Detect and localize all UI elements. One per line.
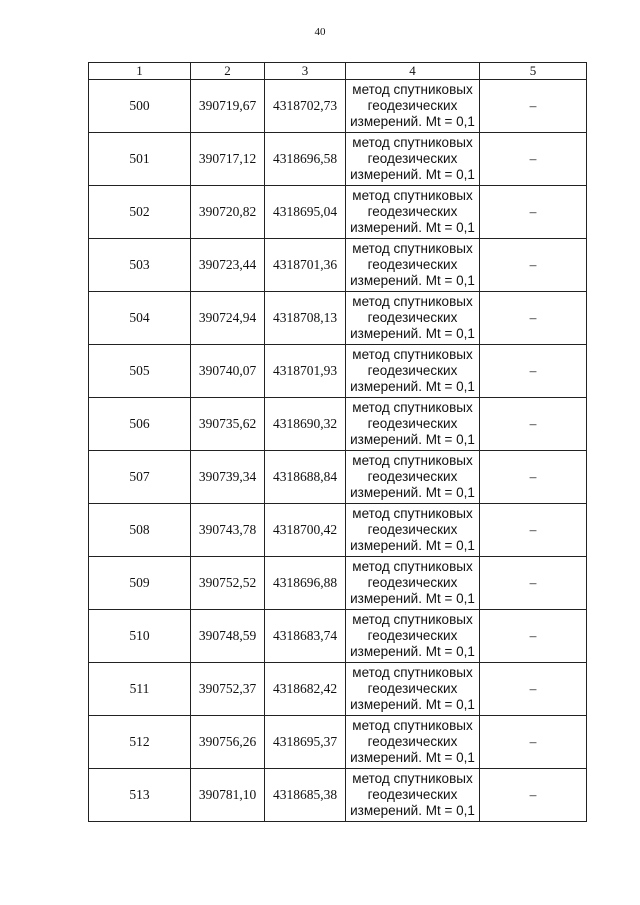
method-line: геодезических bbox=[367, 98, 458, 113]
y-coordinate-cell: 4318701,93 bbox=[265, 345, 346, 398]
column-header-2: 2 bbox=[191, 63, 265, 80]
x-coordinate-cell: 390752,37 bbox=[191, 663, 265, 716]
method-cell bbox=[346, 504, 480, 557]
column-header-4: 4 bbox=[346, 63, 480, 80]
method-line: геодезических bbox=[367, 628, 458, 643]
method-cell bbox=[346, 398, 480, 451]
table-header-row bbox=[89, 63, 587, 80]
method-line: геодезических bbox=[367, 469, 458, 484]
table-row bbox=[89, 451, 587, 504]
method-line: измерений. Mt = 0,1 bbox=[350, 220, 475, 235]
method-line: метод спутниковых bbox=[352, 82, 473, 97]
y-coordinate-cell: 4318708,13 bbox=[265, 292, 346, 345]
point-number-cell: 512 bbox=[89, 716, 191, 769]
x-coordinate-cell: 390724,94 bbox=[191, 292, 265, 345]
x-coordinate-cell: 390735,62 bbox=[191, 398, 265, 451]
table-row bbox=[89, 398, 587, 451]
y-coordinate-cell: 4318702,73 bbox=[265, 80, 346, 133]
note-cell: – bbox=[480, 80, 587, 133]
x-coordinate-cell: 390723,44 bbox=[191, 239, 265, 292]
method-cell bbox=[346, 769, 480, 822]
note-cell: – bbox=[480, 663, 587, 716]
x-coordinate-cell: 390739,34 bbox=[191, 451, 265, 504]
method-line: геодезических bbox=[367, 363, 458, 378]
x-coordinate-cell: 390752,52 bbox=[191, 557, 265, 610]
method-cell bbox=[346, 663, 480, 716]
method-line: геодезических bbox=[367, 204, 458, 219]
note-cell: – bbox=[480, 557, 587, 610]
x-coordinate-cell: 390781,10 bbox=[191, 769, 265, 822]
method-line: метод спутниковых bbox=[352, 771, 473, 786]
method-line: измерений. Mt = 0,1 bbox=[350, 538, 475, 553]
y-coordinate-cell: 4318685,38 bbox=[265, 769, 346, 822]
method-cell bbox=[346, 186, 480, 239]
y-coordinate-cell: 4318690,32 bbox=[265, 398, 346, 451]
method-line: измерений. Mt = 0,1 bbox=[350, 273, 475, 288]
method-line: метод спутниковых bbox=[352, 718, 473, 733]
table-row bbox=[89, 504, 587, 557]
method-line: метод спутниковых bbox=[352, 453, 473, 468]
table-row bbox=[89, 186, 587, 239]
page-number: 40 bbox=[314, 26, 326, 38]
method-line: измерений. Mt = 0,1 bbox=[350, 485, 475, 500]
table-row bbox=[89, 80, 587, 133]
note-cell: – bbox=[480, 239, 587, 292]
y-coordinate-cell: 4318682,42 bbox=[265, 663, 346, 716]
method-line: измерений. Mt = 0,1 bbox=[350, 379, 475, 394]
table-row bbox=[89, 345, 587, 398]
method-line: метод спутниковых bbox=[352, 135, 473, 150]
column-header-5: 5 bbox=[480, 63, 587, 80]
method-line: измерений. Mt = 0,1 bbox=[350, 803, 475, 818]
table-row bbox=[89, 133, 587, 186]
method-line: геодезических bbox=[367, 522, 458, 537]
method-line: геодезических bbox=[367, 681, 458, 696]
note-cell: – bbox=[480, 345, 587, 398]
x-coordinate-cell: 390717,12 bbox=[191, 133, 265, 186]
point-number-cell: 510 bbox=[89, 610, 191, 663]
coordinates-table bbox=[88, 62, 587, 822]
note-cell: – bbox=[480, 398, 587, 451]
column-header-1: 1 bbox=[89, 63, 191, 80]
method-line: метод спутниковых bbox=[352, 294, 473, 309]
method-line: геодезических bbox=[367, 257, 458, 272]
method-cell bbox=[346, 557, 480, 610]
x-coordinate-cell: 390740,07 bbox=[191, 345, 265, 398]
method-line: метод спутниковых bbox=[352, 188, 473, 203]
method-line: геодезических bbox=[367, 310, 458, 325]
point-number-cell: 506 bbox=[89, 398, 191, 451]
point-number-cell: 507 bbox=[89, 451, 191, 504]
note-cell: – bbox=[480, 451, 587, 504]
y-coordinate-cell: 4318696,88 bbox=[265, 557, 346, 610]
method-line: метод спутниковых bbox=[352, 241, 473, 256]
method-line: измерений. Mt = 0,1 bbox=[350, 114, 475, 129]
y-coordinate-cell: 4318683,74 bbox=[265, 610, 346, 663]
point-number-cell: 511 bbox=[89, 663, 191, 716]
note-cell: – bbox=[480, 504, 587, 557]
table-row bbox=[89, 610, 587, 663]
y-coordinate-cell: 4318695,04 bbox=[265, 186, 346, 239]
method-cell bbox=[346, 292, 480, 345]
method-line: измерений. Mt = 0,1 bbox=[350, 697, 475, 712]
method-line: метод спутниковых bbox=[352, 612, 473, 627]
table-row bbox=[89, 716, 587, 769]
method-cell bbox=[346, 345, 480, 398]
point-number-cell: 501 bbox=[89, 133, 191, 186]
point-number-cell: 500 bbox=[89, 80, 191, 133]
table-row bbox=[89, 557, 587, 610]
y-coordinate-cell: 4318696,58 bbox=[265, 133, 346, 186]
method-line: измерений. Mt = 0,1 bbox=[350, 167, 475, 182]
note-cell: – bbox=[480, 610, 587, 663]
method-cell bbox=[346, 80, 480, 133]
method-cell bbox=[346, 133, 480, 186]
table-row bbox=[89, 663, 587, 716]
y-coordinate-cell: 4318695,37 bbox=[265, 716, 346, 769]
x-coordinate-cell: 390719,67 bbox=[191, 80, 265, 133]
x-coordinate-cell: 390756,26 bbox=[191, 716, 265, 769]
y-coordinate-cell: 4318688,84 bbox=[265, 451, 346, 504]
table-row bbox=[89, 239, 587, 292]
method-line: метод спутниковых bbox=[352, 347, 473, 362]
point-number-cell: 504 bbox=[89, 292, 191, 345]
method-line: геодезических bbox=[367, 787, 458, 802]
x-coordinate-cell: 390720,82 bbox=[191, 186, 265, 239]
column-header-3: 3 bbox=[265, 63, 346, 80]
method-line: метод спутниковых bbox=[352, 559, 473, 574]
table-row bbox=[89, 769, 587, 822]
method-line: измерений. Mt = 0,1 bbox=[350, 591, 475, 606]
x-coordinate-cell: 390748,59 bbox=[191, 610, 265, 663]
method-cell bbox=[346, 239, 480, 292]
point-number-cell: 509 bbox=[89, 557, 191, 610]
y-coordinate-cell: 4318700,42 bbox=[265, 504, 346, 557]
method-line: геодезических bbox=[367, 151, 458, 166]
point-number-cell: 502 bbox=[89, 186, 191, 239]
method-line: метод спутниковых bbox=[352, 665, 473, 680]
method-cell bbox=[346, 716, 480, 769]
method-line: метод спутниковых bbox=[352, 400, 473, 415]
method-cell bbox=[346, 451, 480, 504]
point-number-cell: 513 bbox=[89, 769, 191, 822]
table-body bbox=[89, 80, 587, 822]
point-number-cell: 503 bbox=[89, 239, 191, 292]
point-number-cell: 505 bbox=[89, 345, 191, 398]
method-line: геодезических bbox=[367, 734, 458, 749]
method-line: измерений. Mt = 0,1 bbox=[350, 750, 475, 765]
method-line: метод спутниковых bbox=[352, 506, 473, 521]
method-line: измерений. Mt = 0,1 bbox=[350, 432, 475, 447]
method-line: геодезических bbox=[367, 416, 458, 431]
note-cell: – bbox=[480, 186, 587, 239]
note-cell: – bbox=[480, 292, 587, 345]
method-line: измерений. Mt = 0,1 bbox=[350, 326, 475, 341]
method-line: измерений. Mt = 0,1 bbox=[350, 644, 475, 659]
y-coordinate-cell: 4318701,36 bbox=[265, 239, 346, 292]
method-cell bbox=[346, 610, 480, 663]
note-cell: – bbox=[480, 769, 587, 822]
x-coordinate-cell: 390743,78 bbox=[191, 504, 265, 557]
note-cell: – bbox=[480, 133, 587, 186]
point-number-cell: 508 bbox=[89, 504, 191, 557]
table-row bbox=[89, 292, 587, 345]
note-cell: – bbox=[480, 716, 587, 769]
method-line: геодезических bbox=[367, 575, 458, 590]
